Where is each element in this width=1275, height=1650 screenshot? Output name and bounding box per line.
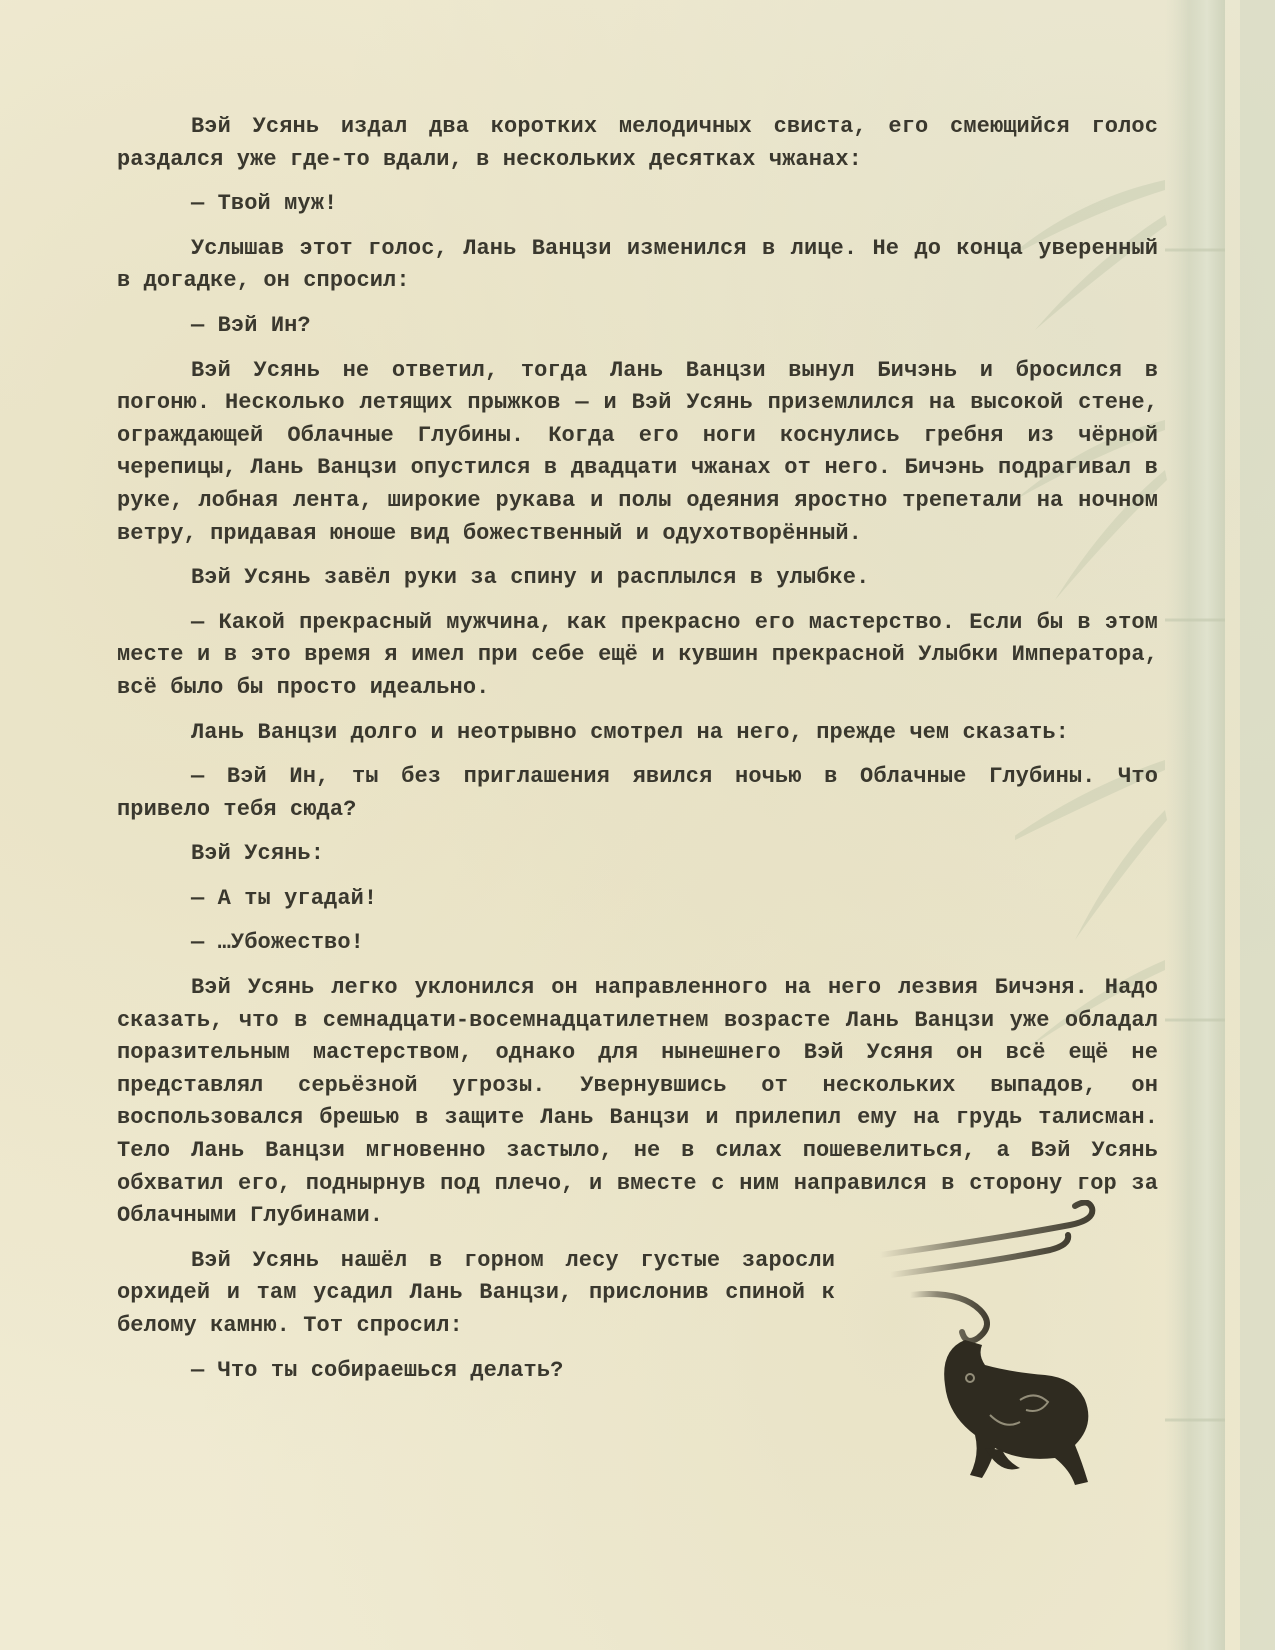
paragraph-2: — Твой муж! bbox=[191, 191, 338, 217]
paragraph-13: Вэй Усянь легко уклонился он направленного на него лезвия Бичэня. Надо сказать, что в семнадцати-восемнадцатилетнем возрасте Лань Ванцзи уже обладал поразительным мастерством, однако для нынешнего Вэй Усяня он всё ещё не представлял серьёзной угрозы. Увернувшись от нескольких выпадов, он воспользовался брешью в защите Лань Ванцзи и прилепил ему на грудь талисман. Тело Лань Ванцзи мгновенно застыло, не в силах пошевелиться, а Вэй Усянь обхватил его, поднырнув под плечо, и вместе с ним направился в сторону гор за Облачными Глубинами. bbox=[117, 975, 1158, 1229]
paragraph-6: Вэй Усянь завёл руки за спину и расплылся в улыбке. bbox=[191, 565, 870, 591]
paragraph-8: Лань Ванцзи долго и неотрывно смотрел на него, прежде чем сказать: bbox=[191, 719, 1069, 745]
paragraph-4: — Вэй Ин? bbox=[191, 312, 311, 338]
paragraph-14: Вэй Усянь нашёл в горном лесу густые заросли орхидей и там усадил Лань Ванцзи, прислонив спиной к белому камню. Тот спросил: bbox=[117, 1247, 835, 1338]
paragraph-11: — А ты угадай! bbox=[191, 885, 378, 911]
paragraph-3: Услышав этот голос, Лань Ванцзи изменился в лице. Не до конца уверенный в догадке, он спросил: bbox=[117, 235, 1158, 294]
paragraph-9: — Вэй Ин, ты без приглашения явился ночью в Облачные Глубины. Что привело тебя сюда? bbox=[117, 764, 1158, 822]
paragraph-1: Вэй Усянь издал два коротких мелодичных свиста, его смеющийся голос раздался уже где-то вдали, в нескольких десятках чжанах: bbox=[117, 114, 1158, 172]
paragraph-15: — Что ты собираешься делать? bbox=[191, 1357, 564, 1383]
paragraph-5: Вэй Усянь не ответил, тогда Лань Ванцзи вынул Бичэнь и бросился в погоню. Несколько летящих прыжков — и Вэй Усянь приземлился на высокой стене, ограждающей Облачные Глубины. Когда его ноги коснулись гребня из чёрной черепицы, Лань Ванцзи опустился в двадцати чжанах от него. Бичэнь подрагивал в руке, лобная лента, широкие рукава и полы одеяния яростно трепетали на ночном ветру, придавая юноше вид божественный и одухотворённый. bbox=[117, 357, 1158, 546]
paragraph-7: — Какой прекрасный мужчина, как прекрасно его мастерство. Если бы в этом месте и в это время я имел при себе ещё и кувшин прекрасной Улыбки Императора, всё было бы просто идеально. bbox=[117, 609, 1158, 700]
paragraph-10: Вэй Усянь: bbox=[191, 841, 325, 867]
ox-with-cloud-icon bbox=[870, 1200, 1130, 1490]
paragraph-12: — …Убожество! bbox=[191, 930, 364, 956]
